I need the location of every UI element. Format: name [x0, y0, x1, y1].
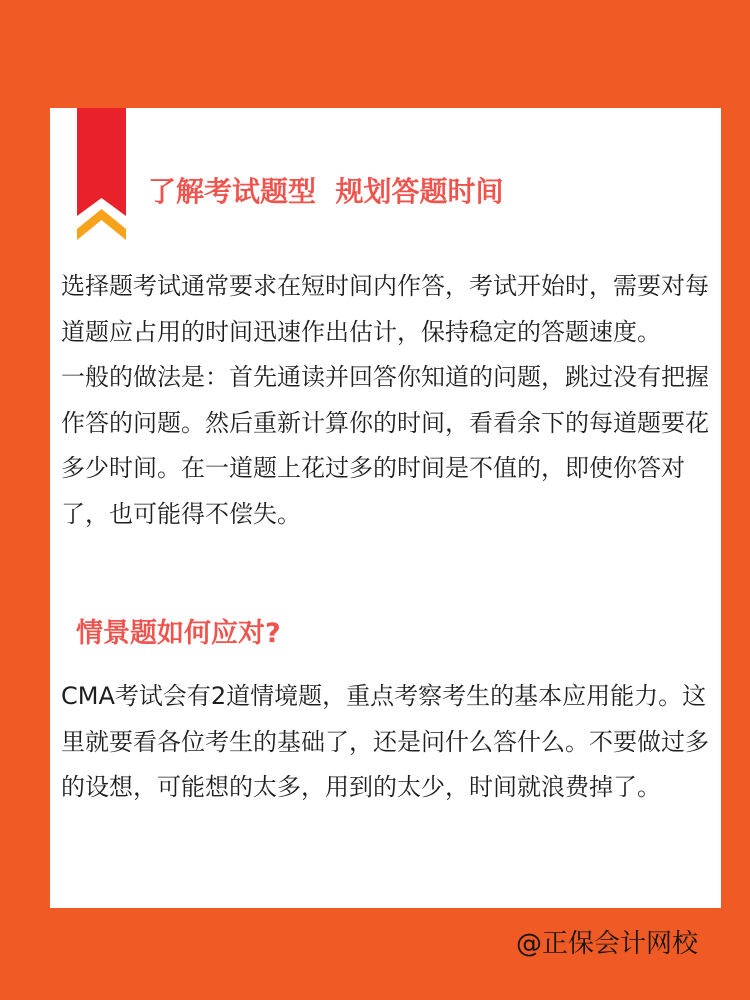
- brand-watermark: @正保会计网校: [515, 929, 698, 959]
- subsection-title: 情景题如何应对?: [76, 618, 281, 649]
- content-card: [50, 108, 721, 908]
- bookmark-ribbon-icon: [77, 108, 126, 240]
- paragraph-time-estimate: [61, 264, 713, 537]
- paragraph-text: 一般的做法是：首先通读并回答你知道的问题，跳过没有把握作答的问题。然后重新计算你的时间，看看余下的每道题要花多少时间。在一道题上花过多的时间是不值的，即使你答对了，也可能得不偿失。: [61, 363, 709, 528]
- paragraph-text: 选择题考试通常要求在短时间内作答，考试开始时，需要对每道题应占用的时间迅速作出估计，保持稳定的答题速度。: [61, 272, 709, 346]
- ribbon-shape: [77, 108, 126, 240]
- paragraph-scenario: CMA考试会有2道情境题，重点考察考生的基本应用能力。这里就要看各位考生的基础了，还是问什么答什么。不要做过多的设想，可能想的太多，用到的太少，时间就浪费掉了。: [61, 682, 709, 801]
- section-title: 了解考试题型 规划答题时间: [148, 175, 504, 208]
